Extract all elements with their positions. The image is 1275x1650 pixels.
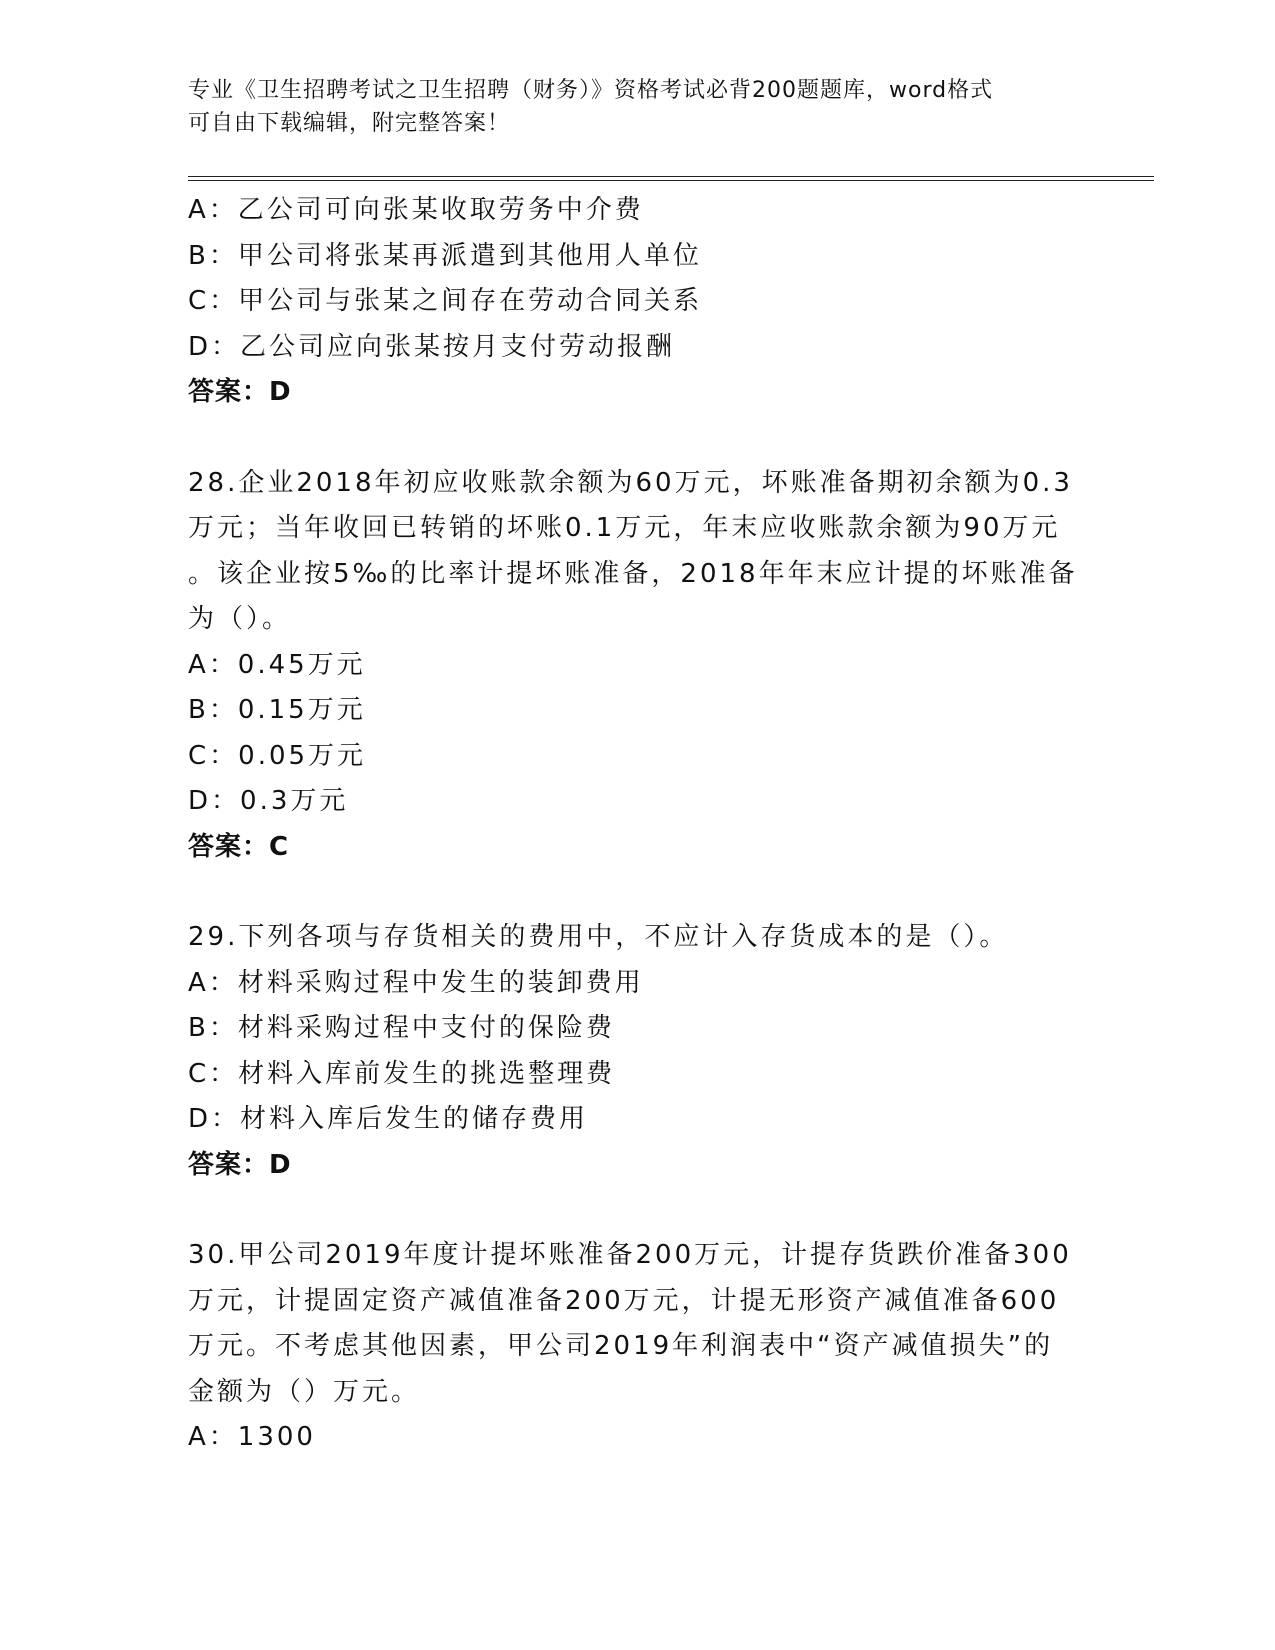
option-d: D：乙公司应向张某按月支付劳动报酬	[188, 331, 676, 362]
document-header	[188, 74, 1088, 140]
question-stem-line: 为（）。	[188, 604, 292, 634]
option-b: B：材料采购过程中支付的保险费	[188, 1013, 615, 1043]
option-c: C：0.05万元	[188, 740, 367, 771]
option-a: A：乙公司可向张某收取劳务中介费	[188, 195, 644, 225]
question-stem-line: 万元，计提固定资产减值准备200万元，计提无形资产减值准备600	[188, 1285, 1060, 1316]
header-divider	[188, 176, 1154, 181]
option-a: A：1300	[188, 1422, 316, 1452]
answer-line: 答案：D	[188, 1149, 292, 1180]
question-28	[188, 461, 1088, 871]
question-stem-line: 。该企业按5‰的比率计提坏账准备，2018年年末应计提的坏账准备	[188, 558, 1078, 589]
question-stem-line: 万元。不考虑其他因素，甲公司2019年利润表中“资产减值损失”的	[188, 1331, 1054, 1361]
question-list	[188, 188, 1088, 1461]
option-a: A：材料采购过程中发生的装卸费用	[188, 967, 644, 998]
spacer	[188, 870, 1088, 915]
spacer	[188, 1188, 1088, 1233]
spacer	[188, 416, 1088, 461]
question-stem-line: 29.下列各项与存货相关的费用中，不应计入存货成本的是（）。	[188, 922, 1009, 952]
header-line-2: 可自由下载编辑，附完整答案！	[188, 111, 511, 136]
answer-line: 答案：C	[188, 831, 290, 862]
header-line-1: 专业《卫生招聘考试之卫生招聘（财务）》资格考试必背200题题库，word格式	[188, 78, 994, 103]
option-b: B：0.15万元	[188, 695, 366, 725]
option-b: B：甲公司将张某再派遣到其他用人单位	[188, 240, 702, 271]
question-stem-line: 30.甲公司2019年度计提坏账准备200万元，计提存货跌价准备300	[188, 1240, 1072, 1270]
question-stem-line: 28.企业2018年初应收账款余额为60万元，坏账准备期初余额为0.3	[188, 467, 1073, 498]
option-d: D：0.3万元	[188, 786, 349, 816]
question-30	[188, 1233, 1088, 1461]
question-stem-line: 金额为（）万元。	[188, 1376, 421, 1407]
option-a: A：0.45万元	[188, 649, 366, 680]
option-c: C：材料入库前发生的挑选整理费	[188, 1058, 616, 1089]
question-stem-line: 万元；当年收回已转销的坏账0.1万元，年末应收账款余额为90万元	[188, 513, 1061, 543]
question-27	[188, 188, 1088, 416]
option-d: D：材料入库后发生的储存费用	[188, 1104, 589, 1134]
option-c: C：甲公司与张某之间存在劳动合同关系	[188, 286, 703, 316]
question-29	[188, 915, 1088, 1188]
answer-line: 答案：D	[188, 377, 292, 407]
